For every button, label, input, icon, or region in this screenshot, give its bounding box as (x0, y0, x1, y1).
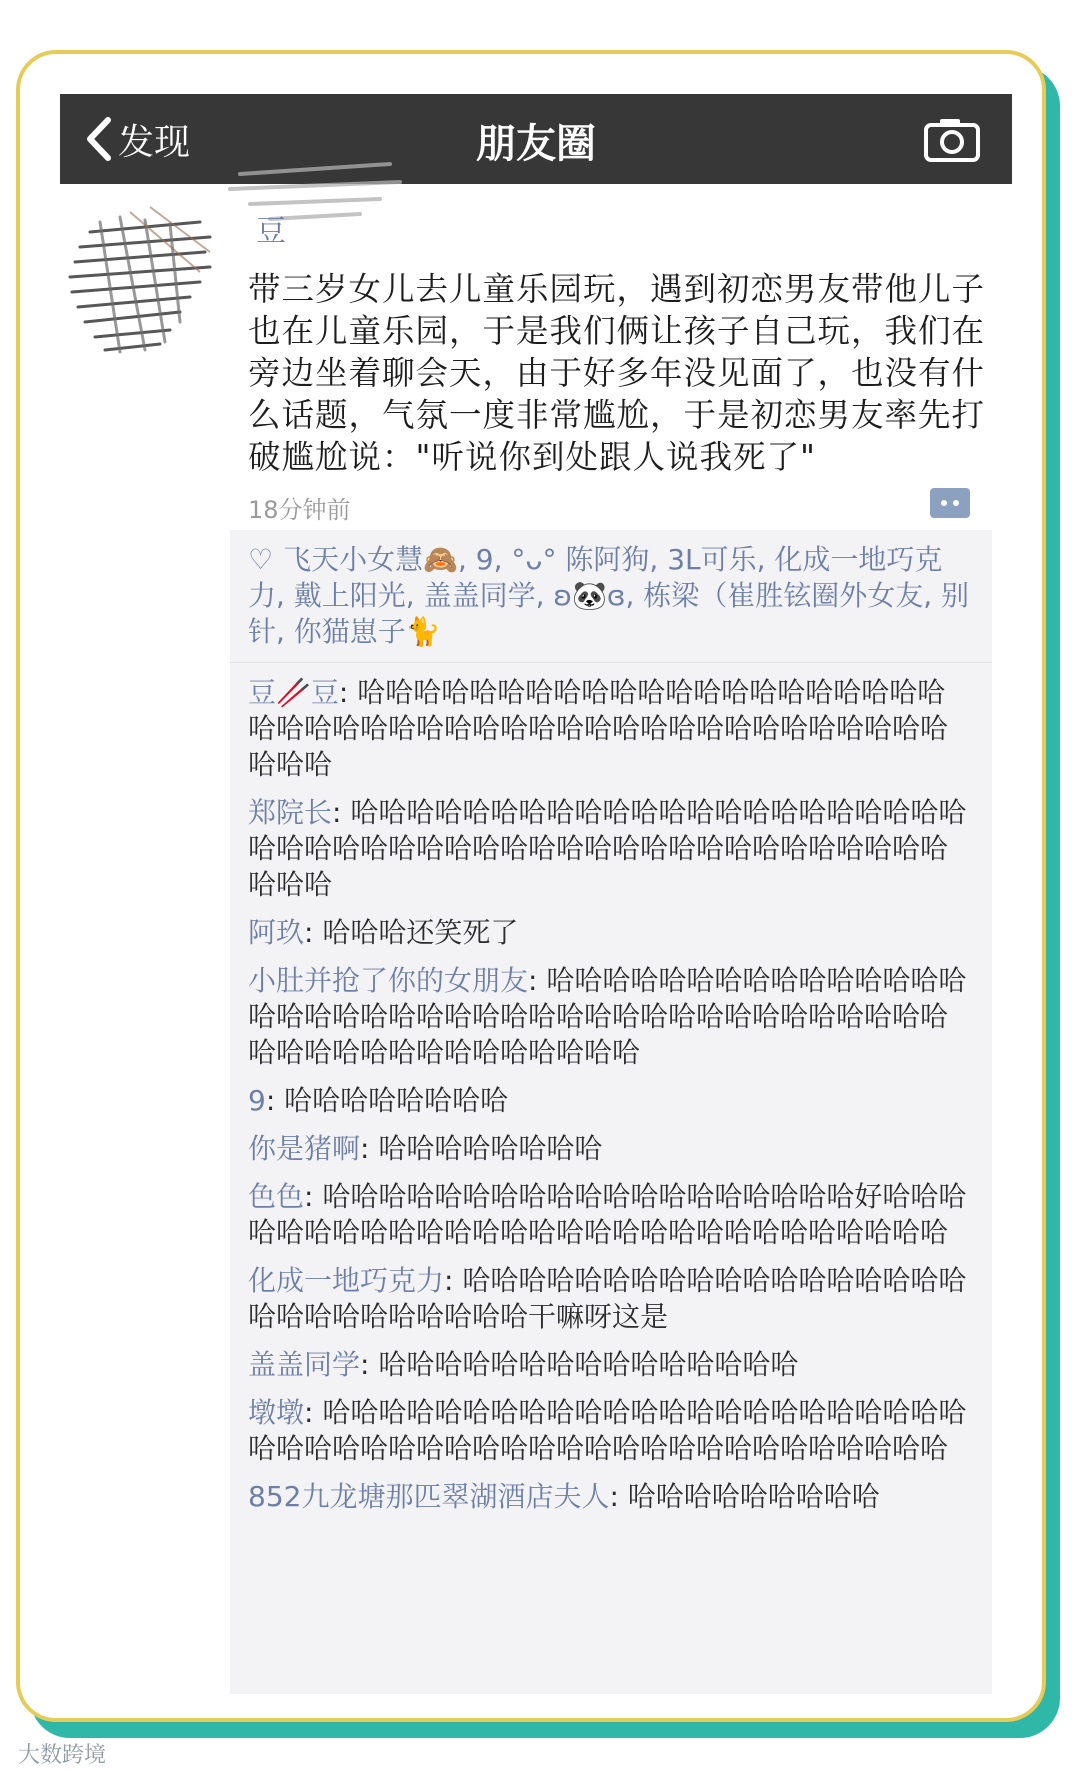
phone-screen (60, 94, 1012, 1694)
comment-text: 哈哈哈哈哈哈哈哈哈哈哈哈哈哈哈哈哈哈哈哈哈哈哈哈哈哈哈哈哈哈哈哈哈哈哈哈哈哈哈哈哈哈哈哈哈哈哈哈哈 (248, 676, 949, 781)
comment-item[interactable]: 852九龙塘那匹翠湖酒店夫人: 哈哈哈哈哈哈哈哈哈 (248, 1480, 880, 1513)
comments-list (230, 663, 992, 1521)
comment-text: 哈哈哈哈哈哈哈哈哈哈哈哈哈哈哈哈哈哈哈哈哈哈哈哈哈哈哈哈哈哈哈哈哈哈哈哈哈哈哈哈哈哈哈哈哈哈哈哈哈哈 (248, 796, 967, 901)
back-label: 发现 (118, 121, 191, 163)
post-content: 带三岁女儿去儿童乐园玩，遇到初恋男友带他儿子也在儿童乐园，于是我们俩让孩子自己玩，我们在旁边坐着聊会天，由于好多年没见面了，也没有什么话题，气氛一度非常尴尬，于是初恋男友率先打破尴尬说："听说你到处跟人说我死了" (248, 270, 986, 476)
likes-list[interactable]: 飞天小女慧🙈, 9, °ᴗ° 陈阿狗, 3L可乐, 化成一地巧克力, 戴上阳光, 盖盖同学, ʚ🐼ɞ, 栋梁（崔胜铉圈外女友, 别针, 你猫崽子🐈 (248, 543, 970, 648)
comment-text: 哈哈哈还笑死了 (322, 916, 519, 949)
comment-text: 哈哈哈哈哈哈哈哈哈哈哈哈哈哈哈哈哈哈哈哈哈哈哈哈哈哈哈哈哈哈哈哈哈哈哈哈哈哈哈哈哈哈哈哈哈哈哈哈 (248, 1396, 967, 1465)
comment-author[interactable]: 色色 (248, 1180, 305, 1213)
comment-author[interactable]: 小肚并抢了你的女朋友 (248, 964, 529, 997)
comment-author[interactable]: 化成一地巧克力 (248, 1264, 445, 1297)
comment-text: 哈哈哈哈哈哈哈哈 (378, 1132, 603, 1165)
post-author[interactable]: 豆 (256, 214, 286, 249)
comment-item[interactable]: 小肚并抢了你的女朋友: 哈哈哈哈哈哈哈哈哈哈哈哈哈哈哈哈哈哈哈哈哈哈哈哈哈哈哈哈哈哈哈哈哈哈哈哈哈哈哈哈哈哈哈哈哈哈哈哈哈哈哈哈哈哈 (248, 964, 967, 1069)
screenshot-card (16, 50, 1046, 1722)
comment-item[interactable]: 色色: 哈哈哈哈哈哈哈哈哈哈哈哈哈哈哈哈哈哈哈好哈哈哈哈哈哈哈哈哈哈哈哈哈哈哈哈哈哈哈哈哈哈哈哈哈哈哈哈 (248, 1180, 967, 1249)
comment-text: 哈哈哈哈哈哈哈哈哈哈哈哈哈哈哈哈哈哈哈哈哈哈哈哈哈哈哈哈哈哈哈哈哈哈哈哈哈哈哈哈哈哈哈哈哈哈哈哈哈哈哈哈哈哈 (248, 964, 967, 1069)
comment-author[interactable]: 9 (248, 1084, 266, 1117)
comment-action-button[interactable] (930, 488, 970, 518)
comment-item[interactable]: 阿玖: 哈哈哈还笑死了 (248, 916, 519, 949)
comment-item[interactable]: 9: 哈哈哈哈哈哈哈哈 (248, 1084, 509, 1117)
interaction-panel (230, 530, 992, 1694)
comment-item[interactable]: 墩墩: 哈哈哈哈哈哈哈哈哈哈哈哈哈哈哈哈哈哈哈哈哈哈哈哈哈哈哈哈哈哈哈哈哈哈哈哈哈哈哈哈哈哈哈哈哈哈哈哈 (248, 1396, 967, 1465)
comment-text: 哈哈哈哈哈哈哈哈哈哈哈哈哈哈哈哈哈哈哈哈哈哈哈哈哈哈哈哈干嘛呀这是 (248, 1264, 967, 1333)
comment-item[interactable]: 化成一地巧克力: 哈哈哈哈哈哈哈哈哈哈哈哈哈哈哈哈哈哈哈哈哈哈哈哈哈哈哈哈干嘛呀这是 (248, 1264, 967, 1333)
comment-author[interactable]: 盖盖同学 (248, 1348, 361, 1381)
comment-text: 哈哈哈哈哈哈哈哈哈哈哈哈哈哈哈 (378, 1348, 799, 1381)
comment-item[interactable]: 郑院长: 哈哈哈哈哈哈哈哈哈哈哈哈哈哈哈哈哈哈哈哈哈哈哈哈哈哈哈哈哈哈哈哈哈哈哈哈哈哈哈哈哈哈哈哈哈哈哈哈哈哈 (248, 796, 967, 901)
comment-item[interactable]: 你是猪啊: 哈哈哈哈哈哈哈哈 (248, 1132, 603, 1165)
comment-author[interactable]: 阿玖 (248, 916, 305, 949)
comment-author[interactable]: 墩墩 (248, 1396, 305, 1429)
watermark: 大数跨境 (18, 1743, 107, 1768)
page-title: 朋友圈 (476, 121, 596, 167)
comment-item[interactable]: 盖盖同学: 哈哈哈哈哈哈哈哈哈哈哈哈哈哈哈 (248, 1348, 799, 1381)
post-timestamp: 18分钟前 (248, 496, 351, 524)
heart-outline-icon: ♡ (248, 543, 274, 576)
comment-text: 哈哈哈哈哈哈哈哈哈哈哈哈哈哈哈哈哈哈哈好哈哈哈哈哈哈哈哈哈哈哈哈哈哈哈哈哈哈哈哈哈哈哈哈哈哈哈哈 (248, 1180, 967, 1249)
comment-author[interactable]: 你是猪啊 (248, 1132, 361, 1165)
likes-row (230, 530, 992, 663)
camera-icon[interactable] (924, 116, 980, 162)
comment-item[interactable]: 豆🥢豆: 哈哈哈哈哈哈哈哈哈哈哈哈哈哈哈哈哈哈哈哈哈哈哈哈哈哈哈哈哈哈哈哈哈哈哈哈哈哈哈哈哈哈哈哈哈哈哈哈哈 (248, 676, 949, 781)
comment-author[interactable]: 豆🥢豆 (248, 676, 339, 709)
comment-text: 哈哈哈哈哈哈哈哈哈 (627, 1480, 880, 1513)
comment-author[interactable]: 郑院长 (248, 796, 333, 829)
comment-text: 哈哈哈哈哈哈哈哈 (284, 1084, 509, 1117)
comment-author[interactable]: 852九龙塘那匹翠湖酒店夫人 (248, 1480, 610, 1513)
